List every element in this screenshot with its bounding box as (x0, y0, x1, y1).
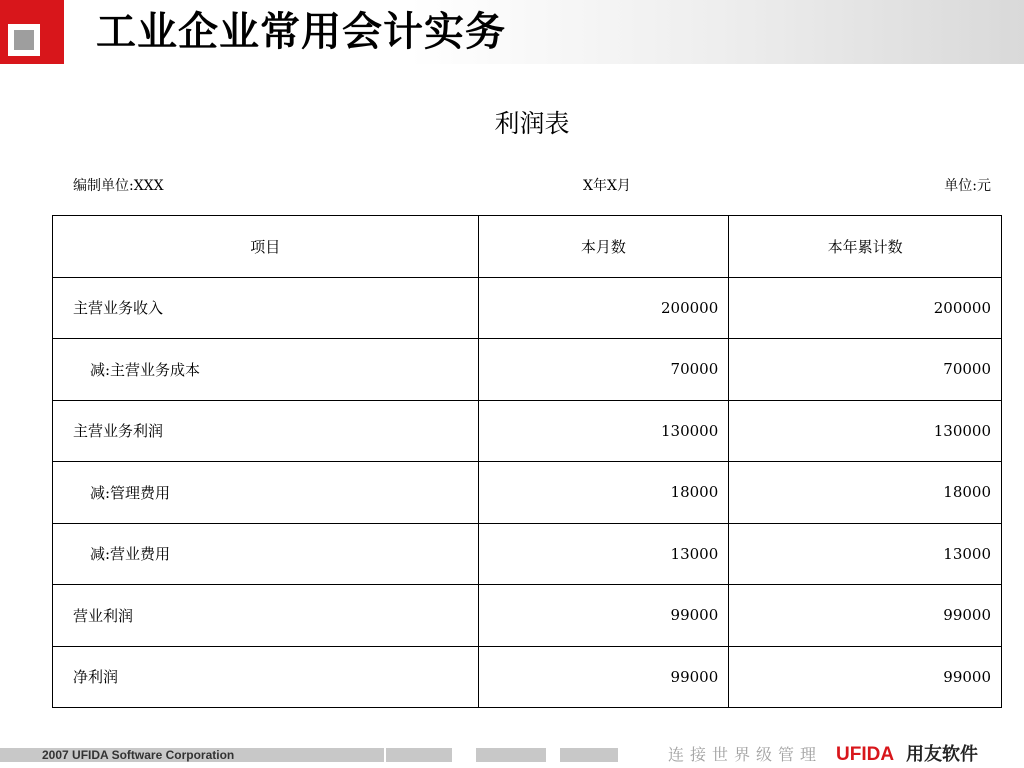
row-item-label: 减:主营业务成本 (53, 339, 479, 401)
unit-label: 单位:元 (944, 178, 991, 194)
table-row (53, 339, 1002, 401)
row-item-label: 减:营业费用 (53, 523, 479, 585)
column-header-year: 本年累计数 (729, 216, 1002, 278)
footer-bar-segment (386, 748, 452, 762)
row-year-value: 99000 (729, 585, 1002, 647)
row-month-value: 130000 (478, 400, 729, 462)
row-item-label: 净利润 (53, 646, 479, 708)
row-month-value: 99000 (478, 585, 729, 647)
row-month-value: 200000 (478, 277, 729, 339)
row-year-value: 18000 (729, 462, 1002, 524)
table-row (53, 646, 1002, 708)
table-row (53, 462, 1002, 524)
period-label: X年X月 (583, 178, 631, 194)
row-year-value: 13000 (729, 523, 1002, 585)
footer-slogan: 连接世界级管理 (668, 745, 823, 764)
row-month-value: 13000 (478, 523, 729, 585)
logo-square-dark (14, 30, 34, 50)
footer-copyright: 2007 UFIDA Software Corporation (42, 748, 235, 762)
slide-footer (0, 742, 1024, 768)
row-year-value: 130000 (729, 400, 1002, 462)
row-item-label: 主营业务收入 (53, 277, 479, 339)
row-item-label: 营业利润 (53, 585, 479, 647)
row-item-label: 主营业务利润 (53, 400, 479, 462)
row-item-label: 减:管理费用 (53, 462, 479, 524)
table-row (53, 585, 1002, 647)
preparer-label: 编制单位:XXX (73, 178, 164, 194)
table-header-row (53, 216, 1002, 278)
table-row (53, 523, 1002, 585)
row-year-value: 99000 (729, 646, 1002, 708)
row-month-value: 18000 (478, 462, 729, 524)
table-row (53, 277, 1002, 339)
row-year-value: 70000 (729, 339, 1002, 401)
slide-header (0, 0, 1024, 64)
row-month-value: 99000 (478, 646, 729, 708)
income-statement-table (52, 215, 1002, 708)
slide-title: 工业企业常用会计实务 (96, 9, 506, 55)
column-header-item: 项目 (53, 216, 479, 278)
footer-brand-logo: UFIDA (836, 744, 895, 765)
row-month-value: 70000 (478, 339, 729, 401)
row-year-value: 200000 (729, 277, 1002, 339)
footer-bar-segment (476, 748, 546, 762)
footer-brand-name: 用友软件 (906, 744, 978, 765)
footer-bar-segment (560, 748, 618, 762)
table-row (53, 400, 1002, 462)
column-header-month: 本月数 (478, 216, 729, 278)
logo-mark (0, 0, 64, 64)
report-title: 利润表 (494, 109, 570, 138)
